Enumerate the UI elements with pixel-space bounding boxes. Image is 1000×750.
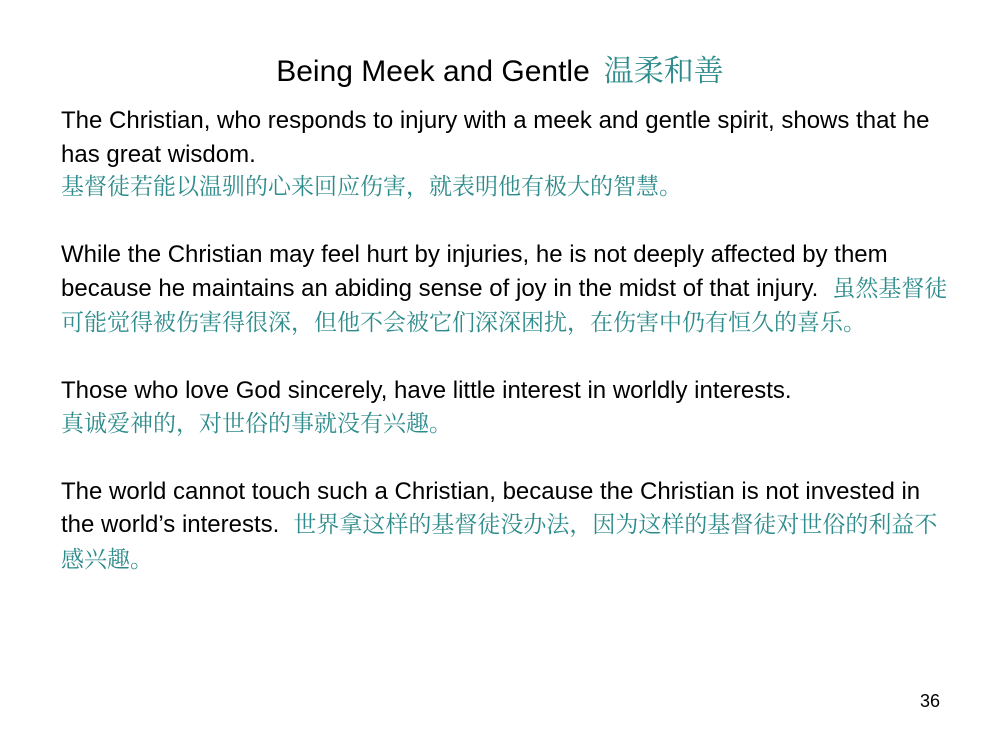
- paragraph-chinese: 虽然基督徒可能觉得被伤害得很深，但他不会被它们深深困扰，在伤害中仍有恒久的喜乐。: [61, 275, 948, 336]
- paragraph-world: [61, 475, 951, 578]
- slide-title: [0, 52, 1000, 92]
- slide-body: [61, 104, 951, 611]
- page-number: 36: [919, 691, 940, 711]
- title-english: Being Meek and Gentle: [276, 55, 590, 88]
- paragraph-english: Those who love God sincerely, have little interest in worldly interests.: [61, 377, 792, 404]
- paragraph-english: The world cannot touch such a Christian, because the Christian is not invested in the world’s interests.: [61, 477, 921, 538]
- paragraph-chinese: 世界拿这样的基督徒没办法，因为这样的基督徒对世俗的利益不感兴趣。: [61, 512, 938, 573]
- paragraph-love-god: [61, 374, 951, 441]
- paragraph-chinese: 真诚爱神的，对世俗的事就没有兴趣。: [61, 410, 452, 437]
- paragraph-english: The Christian, who responds to injury with a meek and gentle spirit, shows that he has great wisdom.: [61, 107, 930, 168]
- paragraph-joy: [61, 238, 951, 341]
- paragraph-wisdom: [61, 104, 951, 205]
- title-chinese: 温柔和善: [603, 54, 724, 89]
- paragraph-english: While the Christian may feel hurt by injuries, he is not deeply affected by them because he maintains an abiding sense of joy in the midst of that injury.: [61, 241, 888, 302]
- paragraph-chinese: 基督徒若能以温驯的心来回应伤害，就表明他有极大的智慧。: [61, 174, 682, 200]
